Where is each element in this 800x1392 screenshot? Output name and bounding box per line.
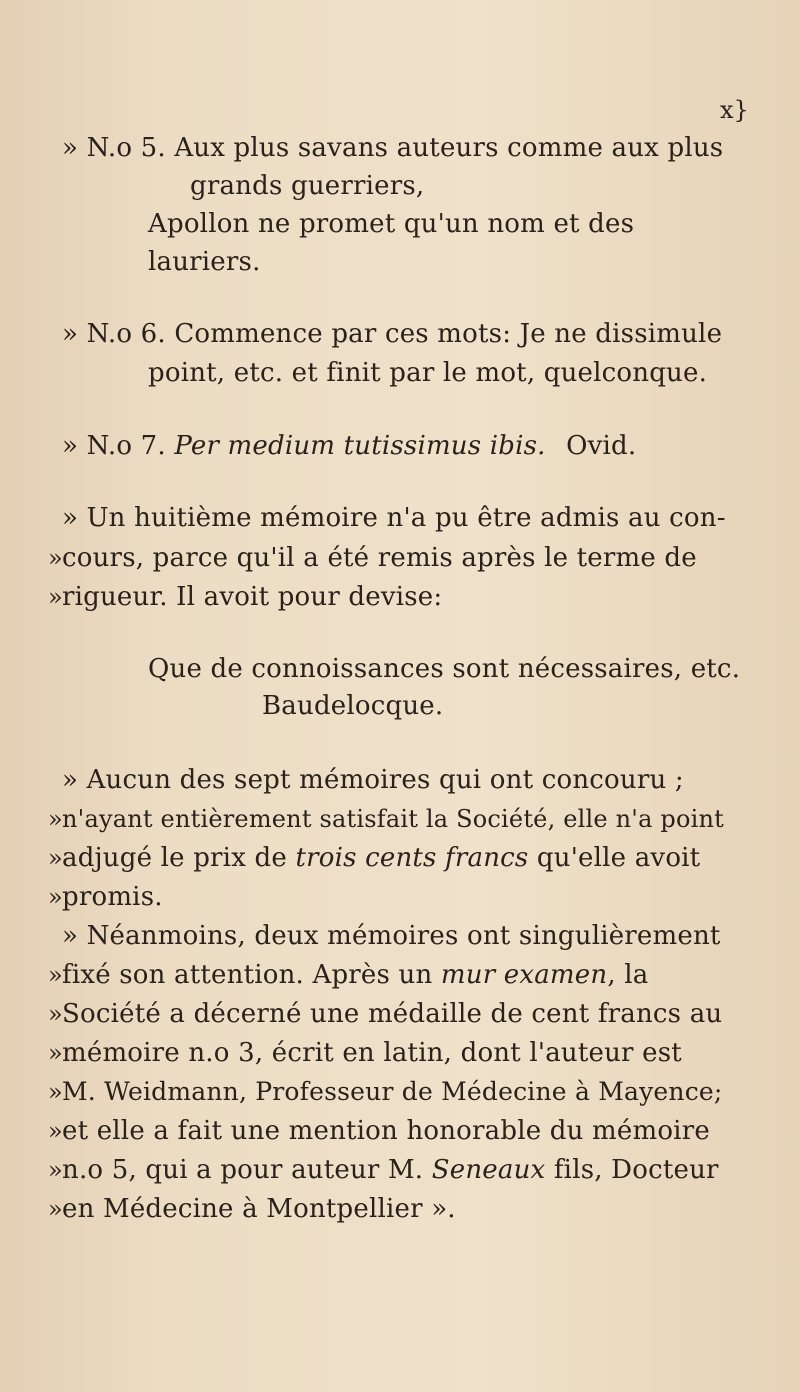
margin-quote: » (48, 883, 63, 911)
author-name: Seneaux (431, 1155, 546, 1185)
margin-quote: » (48, 1156, 63, 1184)
quote-attribution: Baudelocque. (262, 691, 444, 721)
para3-emphasis: mur examen (440, 960, 608, 990)
margin-quote: » (48, 961, 63, 989)
margin-quote: » (48, 844, 63, 872)
margin-quote: » (48, 583, 63, 611)
margin-quote: » (48, 1195, 63, 1223)
margin-quote: » (48, 805, 63, 833)
para3-line1: » Néanmoins, deux mémoires ont singulièrement (62, 921, 721, 951)
margin-quote: » (48, 1078, 63, 1106)
para3-line2-a: fixé son attention. Après un (62, 960, 433, 990)
note6-line1: » N.o 6. Commence par ces mots: Je ne dissimule (62, 319, 723, 349)
para3-line6: et elle a fait une mention honorable du mémoire (62, 1116, 710, 1146)
note5-line1: » N.o 5. Aux plus savans auteurs comme aux plus (62, 133, 724, 163)
para2-line2: n'ayant entièrement satisfait la Société, elle n'a point (62, 805, 725, 833)
note5-line3: Apollon ne promet qu'un nom et des (148, 209, 635, 239)
margin-quote: » (48, 544, 63, 572)
para2-line4: promis. (62, 882, 163, 912)
margin-quote: » (48, 1000, 63, 1028)
para2-line3-c: qu'elle avoit (536, 843, 701, 873)
para2-line3-a: adjugé le prix de (62, 843, 287, 873)
para1-line2: cours, parce qu'il a été remis après le terme de (62, 543, 697, 573)
para3-line2-c: , la (607, 960, 649, 990)
margin-quote: » (48, 1117, 63, 1145)
note6-line2: point, etc. et finit par le mot, quelconque. (148, 358, 708, 388)
quote-line1: Que de connoissances sont nécessaires, etc. (148, 654, 741, 684)
note7-prefix: » N.o 7. (62, 431, 166, 461)
note7-line (62, 430, 636, 462)
para3-line4: mémoire n.o 3, écrit en latin, dont l'auteur est (62, 1038, 682, 1068)
prize-amount: trois cents francs (295, 843, 529, 873)
para3-line2 (62, 959, 648, 991)
para3-line7-a: n.o 5, qui a pour auteur M. (62, 1155, 424, 1185)
para2-line1: » Aucun des sept mémoires qui ont concouru ; (62, 765, 684, 795)
para3-line7-c: fils, Docteur (553, 1155, 719, 1185)
para2-line3 (62, 842, 700, 874)
note5-line2: grands guerriers, (190, 171, 425, 201)
para1-line1: » Un huitième mémoire n'a pu être admis au con- (62, 503, 726, 533)
margin-quote: » (48, 1039, 63, 1067)
para3-line8: en Médecine à Montpellier ». (62, 1194, 456, 1224)
note5-line4: lauriers. (148, 247, 261, 277)
para3-line3: Société a décerné une médaille de cent francs au (62, 999, 723, 1029)
para3-line7 (62, 1154, 719, 1186)
note7-source: Ovid. (566, 431, 637, 461)
note7-latin-motto: Per medium tutissimus ibis. (174, 431, 546, 461)
para3-line5: M. Weidmann, Professeur de Médecine à Mayence; (62, 1077, 723, 1106)
para1-line3: rigueur. Il avoit pour devise: (62, 582, 443, 612)
page-corner-mark: x} (720, 96, 749, 124)
